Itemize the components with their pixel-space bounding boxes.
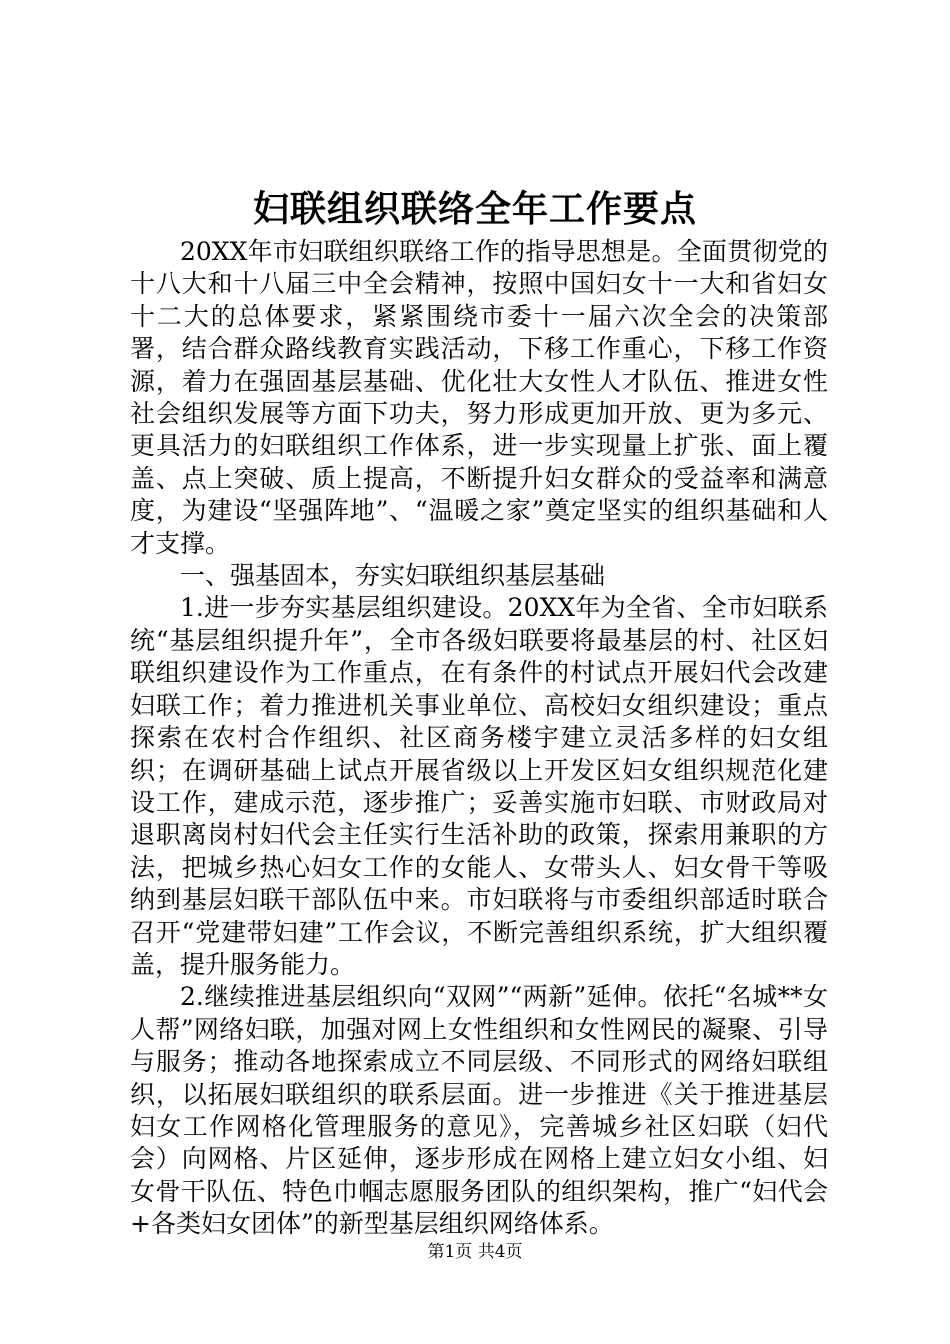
document-body <box>130 236 828 1241</box>
paragraph-item-2: 2.继续推进基层组织向“双网”“两新”延伸。依托“名城**女人帮”网络妇联，加强对网上女性组织和女性网民的凝聚、引导与服务；推动各地探索成立不同层级、不同形式的网络妇联组织，以拓展妇联组织的联系层面。进一步推进《关于推进基层妇女工作网格化管理服务的意见》，完善城乡社区妇联（妇代会）向网格、片区延伸，逐步形成在网格上建立妇女小组、妇女骨干队伍、特色巾帼志愿服务团队的组织架构，推广“妇代会+各类妇女团体”的新型基层组织网络体系。 <box>130 982 828 1239</box>
section-heading-1: 一、强基固本，夯实妇联组织基层基础 <box>180 561 606 591</box>
paragraph-guiding-ideology: 20XX年市妇联组织联络工作的指导思想是。全面贯彻党的十八大和十八届三中全会精神，按照中国妇女十一大和省妇女十二大的总体要求，紧紧围绕市委十一届六次全会的决策部署，结合群众路线教育实践活动，下移工作重心，下移工作资源，着力在强固基层基础、优化壮大女性人才队伍、推进女性社会组织发展等方面下功夫，努力形成更加开放、更为多元、更具活力的妇联组织工作体系，进一步实现量上扩张、面上覆盖、点上突破、质上提高，不断提升妇女群众的受益率和满意度，为建设“坚强阵地”、“温暖之家”奠定坚实的组织基础和人才支撑。 <box>130 237 828 558</box>
paragraph-item-1: 1.进一步夯实基层组织建设。20XX年为全省、全市妇联系统“基层组织提升年”，全市各级妇联要将最基层的村、社区妇联组织建设作为工作重点，在有条件的村试点开展妇代会改建妇联工作；着力推进机关事业单位、高校妇女组织建设；重点探索在农村合作组织、社区商务楼宇建立灵活多样的妇女组织；在调研基础上试点开展省级以上开发区妇女组织规范化建设工作，建成示范，逐步推广；妥善实施市妇联、市财政局对退职离岗村妇代会主任实行生活补助的政策，探索用兼职的方法，把城乡热心妇女工作的女能人、女带头人、妇女骨干等吸纳到基层妇联干部队伍中来。市妇联将与市委组织部适时联合召开“党建带妇建”工作会议，不断完善组织系统，扩大组织覆盖，提升服务能力。 <box>130 593 828 979</box>
document-title: 妇联组织联络全年工作要点 <box>252 188 697 230</box>
page-footer: 第1页 共4页 <box>427 1242 523 1262</box>
